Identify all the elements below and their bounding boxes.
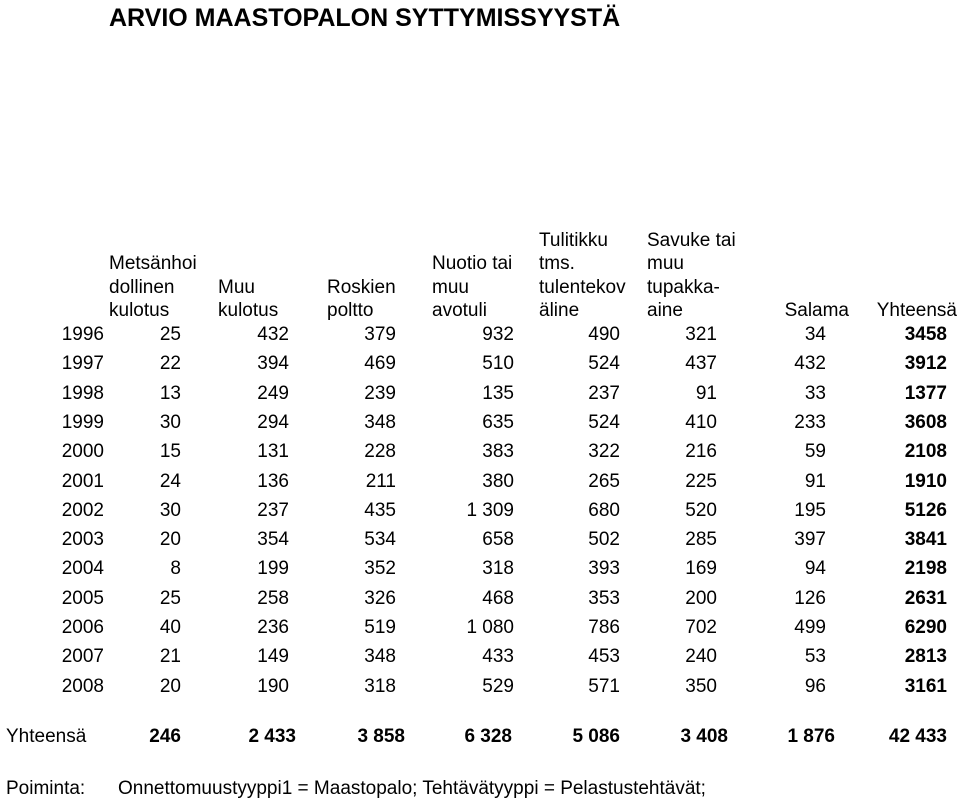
column-header-line: Salama xyxy=(784,300,849,321)
table-cell: 169 xyxy=(685,558,717,579)
table-cell: 432 xyxy=(257,324,289,345)
table-cell: 786 xyxy=(588,617,620,638)
table-cell: 529 xyxy=(482,676,514,697)
row-year: 2003 xyxy=(61,529,104,550)
totals-cell: 5 086 xyxy=(572,726,620,747)
table-cell: 379 xyxy=(364,324,396,345)
table-cell: 524 xyxy=(588,412,620,433)
table-cell: 680 xyxy=(588,500,620,521)
column-header-6 xyxy=(647,229,736,323)
table-cell: 200 xyxy=(685,588,717,609)
row-year: 2008 xyxy=(61,676,104,697)
table-cell: 348 xyxy=(364,646,396,667)
column-header-line: Roskien xyxy=(327,276,396,298)
table-cell: 326 xyxy=(364,588,396,609)
column-header-line: aine xyxy=(647,300,683,321)
table-cell: 126 xyxy=(794,588,826,609)
table-cell: 96 xyxy=(804,676,826,697)
row-total: 2198 xyxy=(904,558,947,579)
footer-label: Poiminta: xyxy=(6,778,86,799)
table-cell: 225 xyxy=(685,471,717,492)
table-cell: 228 xyxy=(364,441,396,462)
table-cell: 33 xyxy=(804,383,826,404)
table-cell: 318 xyxy=(364,676,396,697)
table-cell: 322 xyxy=(588,441,620,462)
table-cell: 453 xyxy=(588,646,620,667)
table-cell: 8 xyxy=(170,558,181,579)
table-cell: 239 xyxy=(364,383,396,404)
row-total: 3608 xyxy=(904,412,947,433)
totals-cell: 6 328 xyxy=(464,726,512,747)
table-cell: 571 xyxy=(588,676,620,697)
table-cell: 131 xyxy=(257,441,289,462)
column-header-line: tulentekov xyxy=(539,276,626,298)
table-cell: 195 xyxy=(794,500,826,521)
column-header-line: äline xyxy=(539,300,580,321)
row-year: 1996 xyxy=(61,324,104,345)
table-cell: 211 xyxy=(365,471,396,492)
table-cell: 1 309 xyxy=(466,500,514,521)
row-year: 2006 xyxy=(61,617,104,638)
table-cell: 285 xyxy=(685,529,717,550)
row-total: 3912 xyxy=(904,353,947,374)
table-cell: 199 xyxy=(257,558,289,579)
table-cell: 383 xyxy=(482,441,514,462)
table-cell: 91 xyxy=(804,471,826,492)
column-header-line: kulotus xyxy=(218,300,279,321)
column-header-8 xyxy=(877,299,957,323)
column-header-line: dollinen xyxy=(109,276,175,298)
row-year: 2007 xyxy=(61,646,104,667)
table-cell: 265 xyxy=(588,471,620,492)
table-cell: 658 xyxy=(482,529,514,550)
table-cell: 1 080 xyxy=(466,617,514,638)
table-cell: 410 xyxy=(685,412,717,433)
table-cell: 380 xyxy=(482,471,514,492)
table-cell: 40 xyxy=(159,617,181,638)
totals-label: Yhteensä xyxy=(6,726,87,747)
row-year: 2004 xyxy=(61,558,104,579)
table-cell: 91 xyxy=(695,383,717,404)
column-header-line: Nuotio tai xyxy=(432,253,513,274)
row-total: 3841 xyxy=(904,529,947,550)
table-cell: 294 xyxy=(257,412,289,433)
totals-cell: 2 433 xyxy=(248,726,296,747)
table-cell: 15 xyxy=(159,441,181,462)
table-cell: 502 xyxy=(588,529,620,550)
table-cell: 520 xyxy=(685,500,717,521)
row-total: 1377 xyxy=(904,383,947,404)
column-header-3 xyxy=(327,276,396,323)
table-cell: 348 xyxy=(364,412,396,433)
row-year: 1998 xyxy=(61,383,104,404)
totals-cell: 246 xyxy=(149,726,181,747)
column-header-line: muu xyxy=(432,276,469,298)
column-header-line: Muu xyxy=(218,276,255,298)
table-cell: 20 xyxy=(159,676,181,697)
table-cell: 53 xyxy=(804,646,826,667)
table-cell: 490 xyxy=(588,324,620,345)
table-cell: 25 xyxy=(159,324,181,345)
column-header-line: Yhteensä xyxy=(876,300,957,321)
table-cell: 233 xyxy=(794,412,826,433)
column-header-line: Metsänhoi xyxy=(109,253,197,274)
table-cell: 136 xyxy=(257,471,289,492)
table-cell: 499 xyxy=(794,617,826,638)
table-cell: 21 xyxy=(159,646,181,667)
column-header-2 xyxy=(218,276,278,323)
table-cell: 59 xyxy=(804,441,826,462)
table-cell: 510 xyxy=(482,353,514,374)
column-header-7 xyxy=(785,299,849,323)
table-cell: 354 xyxy=(257,529,289,550)
table-cell: 24 xyxy=(159,471,181,492)
row-year: 2002 xyxy=(61,500,104,521)
table-cell: 432 xyxy=(794,353,826,374)
table-cell: 702 xyxy=(685,617,717,638)
table-cell: 393 xyxy=(588,558,620,579)
table-cell: 321 xyxy=(685,324,717,345)
table-cell: 318 xyxy=(482,558,514,579)
table-cell: 216 xyxy=(685,441,717,462)
table-cell: 149 xyxy=(257,646,289,667)
table-cell: 468 xyxy=(482,588,514,609)
column-header-line: tms. xyxy=(539,253,575,274)
table-cell: 524 xyxy=(588,353,620,374)
row-total: 3161 xyxy=(904,676,947,697)
row-total: 2631 xyxy=(904,588,947,609)
table-cell: 249 xyxy=(257,383,289,404)
table-cell: 34 xyxy=(804,324,826,345)
table-cell: 236 xyxy=(257,617,289,638)
column-header-4 xyxy=(432,252,512,323)
totals-cell: 3 858 xyxy=(357,726,405,747)
column-header-line: kulotus xyxy=(109,300,170,321)
table-cell: 190 xyxy=(257,676,289,697)
totals-cell: 1 876 xyxy=(787,726,835,747)
table-cell: 240 xyxy=(685,646,717,667)
table-cell: 519 xyxy=(364,617,396,638)
row-total: 2813 xyxy=(904,646,947,667)
row-total: 1910 xyxy=(904,471,947,492)
row-year: 2001 xyxy=(61,471,104,492)
row-total: 3458 xyxy=(904,324,947,345)
page-title: ARVIO MAASTOPALON SYTTYMISSYYSTÄ xyxy=(109,4,621,32)
table-cell: 135 xyxy=(482,383,514,404)
table-cell: 635 xyxy=(482,412,514,433)
column-header-line: muu xyxy=(647,253,684,274)
footer-text: Onnettomuustyyppi1 = Maastopalo; Tehtävätyyppi = Pelastustehtävät; xyxy=(118,778,706,799)
totals-cell: 3 408 xyxy=(680,726,728,747)
column-header-line: poltto xyxy=(327,300,374,321)
column-header-1 xyxy=(109,252,197,323)
table-cell: 20 xyxy=(159,529,181,550)
table-cell: 469 xyxy=(364,353,396,374)
row-year: 1997 xyxy=(61,353,104,374)
table-cell: 30 xyxy=(159,412,181,433)
row-total: 2108 xyxy=(904,441,947,462)
row-total: 5126 xyxy=(904,500,947,521)
table-cell: 435 xyxy=(364,500,396,521)
table-cell: 25 xyxy=(159,588,181,609)
table-cell: 433 xyxy=(482,646,514,667)
column-header-line: Tulitikku xyxy=(539,229,608,251)
table-cell: 30 xyxy=(159,500,181,521)
table-cell: 932 xyxy=(482,324,514,345)
row-year: 2000 xyxy=(61,441,104,462)
table-cell: 534 xyxy=(364,529,396,550)
table-cell: 237 xyxy=(257,500,289,521)
row-year: 1999 xyxy=(61,412,104,433)
table-cell: 352 xyxy=(364,558,396,579)
table-cell: 350 xyxy=(685,676,717,697)
table-cell: 437 xyxy=(685,353,717,374)
table-cell: 237 xyxy=(588,383,620,404)
table-cell: 258 xyxy=(257,588,289,609)
table-cell: 353 xyxy=(588,588,620,609)
row-year: 2005 xyxy=(61,588,104,609)
column-header-line: Savuke tai xyxy=(647,229,736,251)
column-header-line: tupakka- xyxy=(647,276,720,298)
totals-cell: 42 433 xyxy=(888,726,947,747)
column-header-line: avotuli xyxy=(432,300,487,321)
table-cell: 397 xyxy=(794,529,826,550)
table-cell: 22 xyxy=(159,353,181,374)
table-cell: 13 xyxy=(159,383,181,404)
table-cell: 394 xyxy=(257,353,289,374)
row-total: 6290 xyxy=(904,617,947,638)
table-cell: 94 xyxy=(804,558,826,579)
column-header-5 xyxy=(539,229,626,323)
